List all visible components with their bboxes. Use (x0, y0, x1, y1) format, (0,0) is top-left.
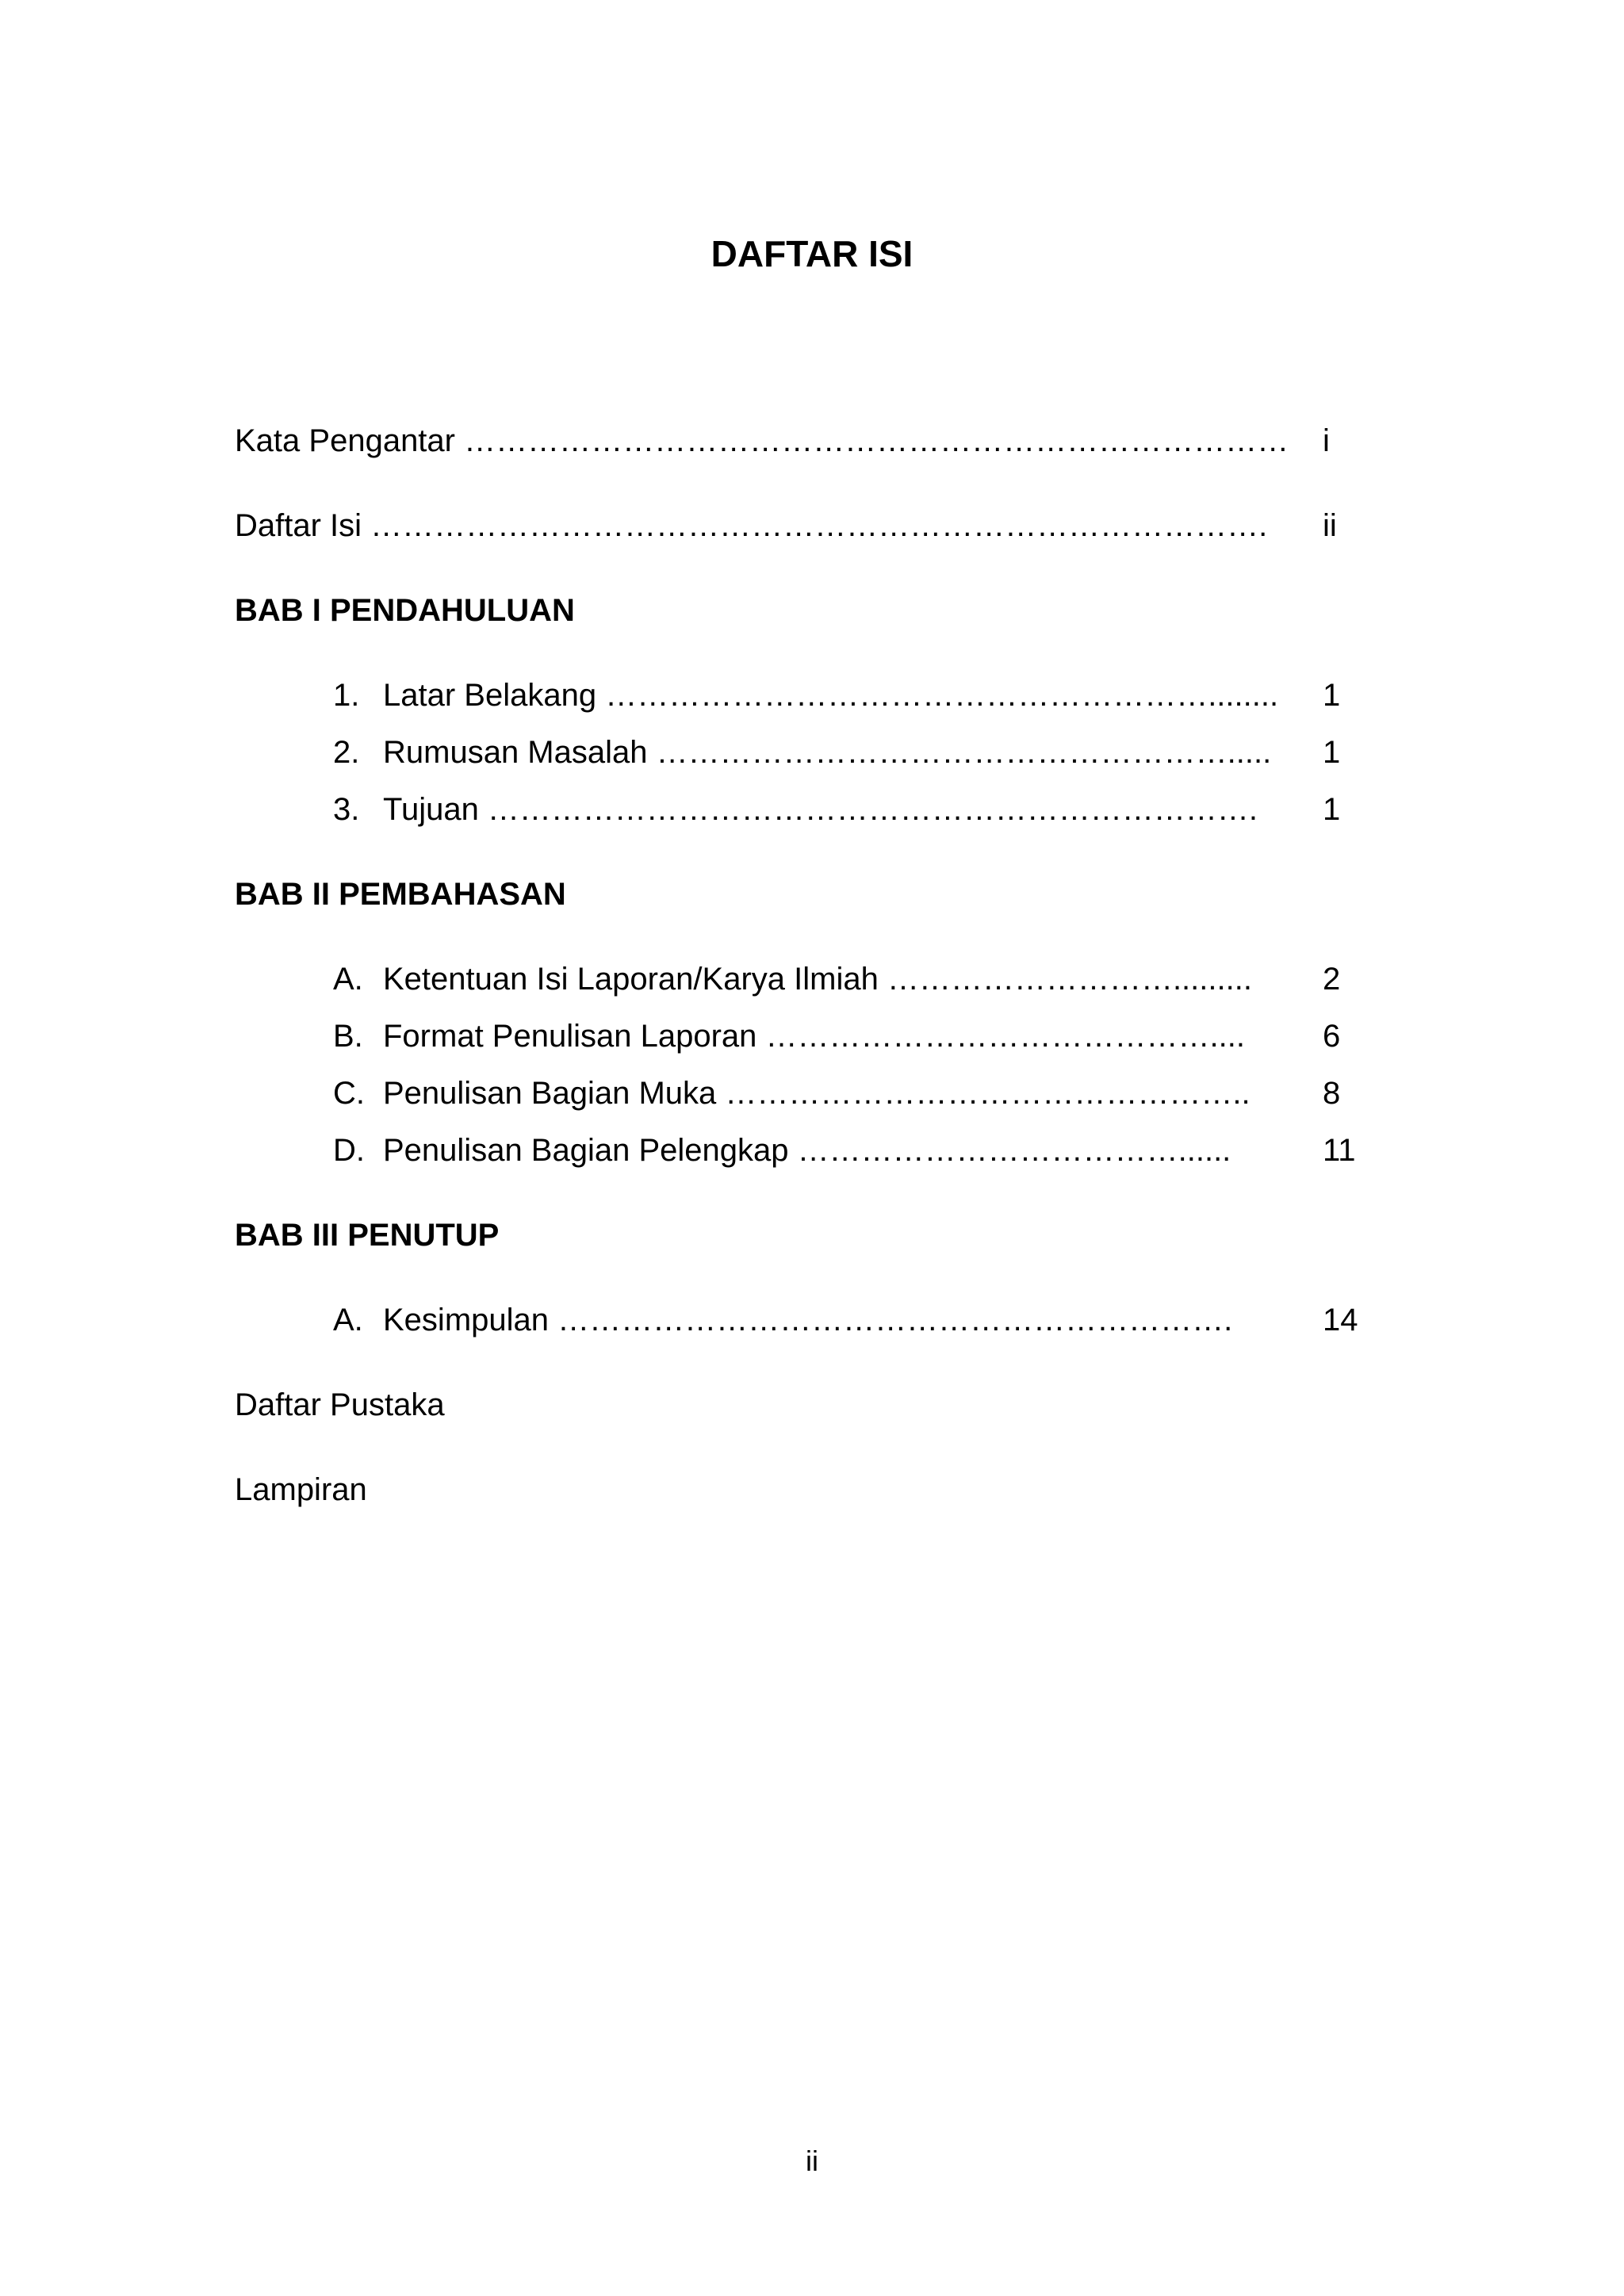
toc-item-latar-belakang: Latar Belakang …………………………………………………........ (383, 678, 1279, 713)
toc-page-number: ii (1323, 508, 1337, 543)
toc-item-marker: D. (333, 1133, 365, 1168)
chapter-heading-bab-ii: BAB II PEMBAHASAN (235, 877, 566, 912)
chapter-heading-bab-i: BAB I PENDAHULUAN (235, 593, 575, 628)
toc-entry-lampiran: Lampiran (235, 1472, 367, 1507)
toc-page-number: i (1323, 423, 1330, 458)
toc-entry-daftar-pustaka: Daftar Pustaka (235, 1387, 445, 1422)
toc-item-bagian-pelengkap: Penulisan Bagian Pelengkap ………………………………...... (383, 1133, 1231, 1168)
toc-page-number: 14 (1323, 1303, 1358, 1337)
footer-page-number: ii (806, 2145, 818, 2177)
toc-entry-daftar-isi: Daftar Isi …………………………………………………………………………. (235, 508, 1268, 543)
toc-item-marker: A. (333, 1303, 363, 1337)
page-title: DAFTAR ISI (710, 233, 914, 274)
toc-page-number: 6 (1323, 1019, 1341, 1054)
toc-page-number: 1 (1323, 678, 1341, 713)
toc-page-number: 1 (1323, 735, 1341, 770)
toc-page-number: 8 (1323, 1076, 1341, 1111)
toc-item-marker: 3. (333, 792, 360, 827)
toc-page-number: 1 (1323, 792, 1341, 827)
toc-item-kesimpulan: Kesimpulan ………………………………………………………. (383, 1303, 1233, 1337)
chapter-heading-bab-iii: BAB III PENUTUP (235, 1218, 500, 1253)
toc-item-tujuan: Tujuan ………………………………………………………………. (383, 792, 1258, 827)
toc-item-bagian-muka: Penulisan Bagian Muka ………………………………………….. (383, 1076, 1251, 1111)
toc-entry-kata-pengantar: Kata Pengantar …………………………………………………………………… (235, 423, 1289, 458)
toc-item-format-penulisan: Format Penulisan Laporan …………………………………….... (383, 1019, 1245, 1054)
toc-page-number: 2 (1323, 962, 1341, 997)
toc-item-rumusan-masalah: Rumusan Masalah ………………………………………………..... (383, 735, 1272, 770)
toc-item-marker: 2. (333, 735, 360, 770)
toc-item-marker: 1. (333, 678, 360, 713)
toc-item-marker: A. (333, 962, 363, 997)
toc-page-number: 11 (1323, 1133, 1356, 1168)
toc-item-marker: B. (333, 1019, 363, 1054)
toc-item-ketentuan-isi: Ketentuan Isi Laporan/Karya Ilmiah ………………………......... (383, 962, 1252, 997)
toc-item-marker: C. (333, 1076, 365, 1111)
